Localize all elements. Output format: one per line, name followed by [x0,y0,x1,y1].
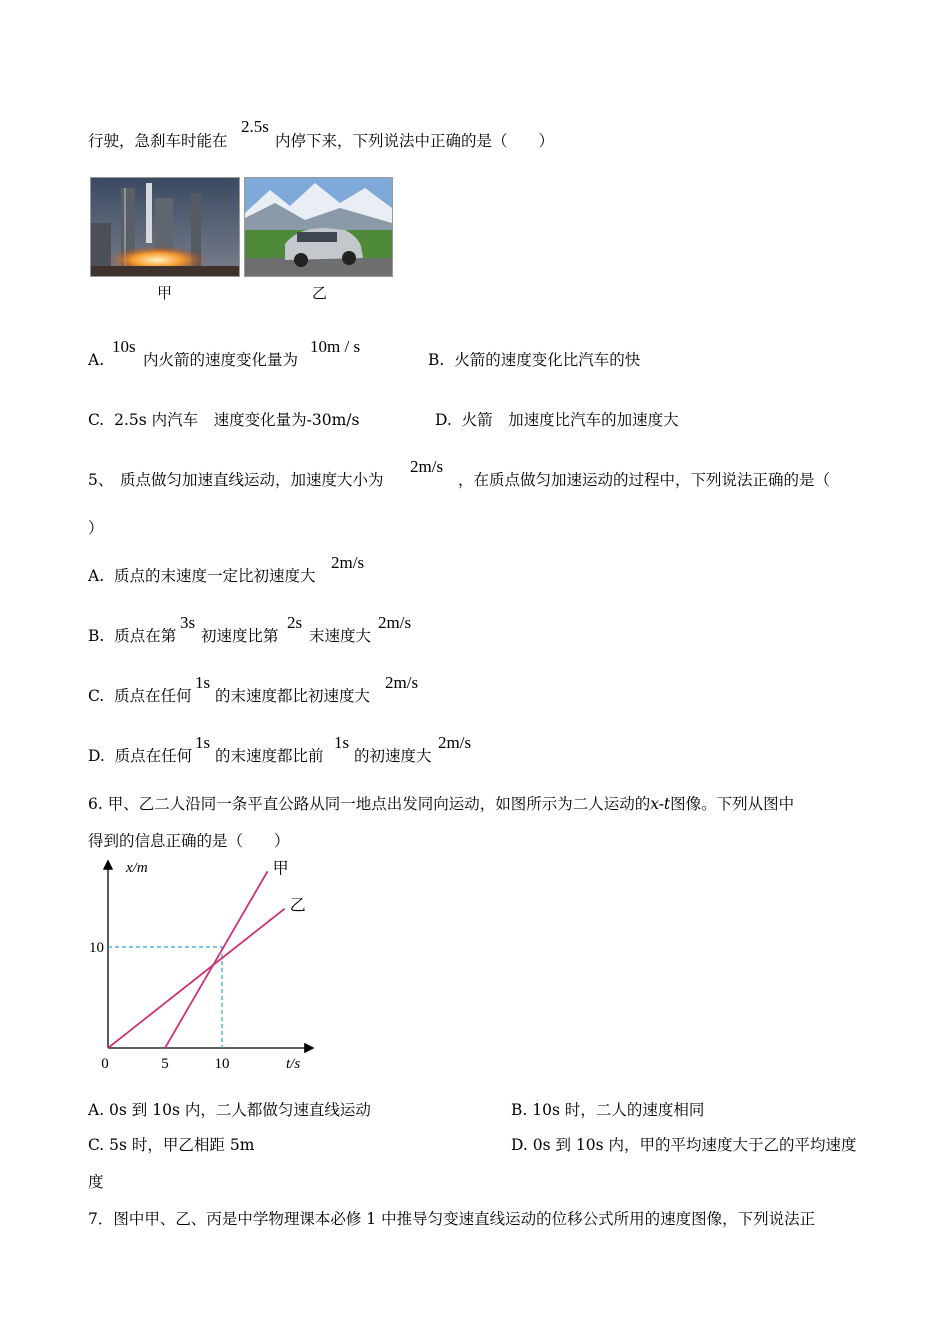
q6-option-c: C. 5s 时，甲乙相距 5m [88,1136,255,1154]
q5-option-c [88,689,192,705]
q4-option-b-text: 火箭的速度变化比汽车的快 [454,351,641,369]
q5-option-c-label: C. [88,687,105,705]
q5-close-paren: ） [88,519,104,537]
q4-option-c [88,413,359,429]
car-image [245,178,392,276]
q5-option-d-text-1: 质点在任何 [114,747,193,765]
q4-stem-text-1: 行驶，急刹车时能在 [88,132,228,150]
q5-acceleration: 2m/s [410,457,444,476]
q4-option-c-text: 2.5s 内汽车 速度变化量为-30m/s [114,411,360,429]
xt-graph [80,852,330,1076]
q5-option-d-text-2: 的末速度都比前 [215,747,324,765]
car-photo [244,177,393,277]
q5-stem-text-1: 质点做匀加速直线运动，加速度大小为 [120,471,384,489]
q5-option-d-raised-2: 1s [334,733,350,752]
series-line-yi [108,909,285,1048]
q5-option-a [88,569,316,585]
caption-jia: 甲 [157,284,173,302]
q5-option-a-label: A. [88,567,105,585]
q5-option-c-raised-1: 1s [195,673,211,692]
q5-option-d-text-3: 的初速度大 [354,747,432,765]
q4-option-a-text: 内火箭的速度变化量为 [143,351,299,369]
q4-option-c-label: C. [88,411,105,429]
q6-option-b: B. 10s 时，二人的速度相同 [511,1101,705,1119]
q4-stem-text-2: 内停下来，下列说法中正确的是（ ） [275,132,555,150]
caption-yi: 乙 [312,284,328,302]
q5-option-c-text-2: 的末速度都比初速度大 [215,687,371,705]
series-label-jia: 甲 [272,860,289,878]
q5-option-b-label: B. [88,627,105,645]
q4-option-d-text: 火箭 加速度比汽车的加速度大 [461,411,679,429]
q5-option-c-text-1: 质点在任何 [114,687,192,705]
q4-time: 2.5s [241,117,269,136]
q6-stem-line-2: 得到的信息正确的是（ ） [88,832,290,850]
q4-option-a-raised-1: 10s [112,337,136,356]
q5-option-b-raised-2: 2s [287,613,303,632]
q4-option-b-label: B. [428,351,445,369]
q6-stem-line-1 [88,797,794,813]
q6-stem-text-2: 图像。下列从图中 [670,795,795,813]
x-tick-label: 5 [161,1056,169,1072]
rocket-image [91,178,239,276]
y-axis-label: x/m [126,860,148,876]
q5-stem-text-2: ，在质点做匀加速运动的过程中，下列说法正确的是（ [458,471,831,489]
y-tick-label: 10 [89,940,104,956]
q6-stem-var: x-t [650,795,671,813]
q5-option-a-text: 质点的末速度一定比初速度大 [113,567,316,585]
q4-option-d-label: D. [435,411,452,429]
q4-stem [88,134,228,150]
rocket-launch-photo [90,177,240,277]
x-tick-label: 10 [214,1056,230,1072]
q5-option-d-raised-1: 1s [195,733,211,752]
q5-option-d-label: D. [88,747,105,765]
q5-option-b-text-1: 质点在第 [114,627,177,645]
q5-option-b [88,629,176,645]
q5-option-c-raised-2: 2m/s [385,673,419,692]
q4-option-a-raised-2: 10m / s [310,337,361,356]
q5-option-b-text-2: 初速度比第 [201,627,279,645]
q5-option-b-raised-3: 2m/s [378,613,412,632]
q6-option-d-continued: 度 [88,1173,104,1191]
q6-stem-text-1: 6. 甲、乙二人沿同一条平直公路从同一地点出发同向运动，如图所示为二人运动的 [88,795,651,813]
q4-option-d [435,413,679,429]
q4-option-a-label: A. [88,351,105,369]
q6-option-d: D. 0s 到 10s 内，甲的平均速度大于乙的平均速度 [511,1136,857,1154]
series-label-yi: 乙 [289,897,306,915]
q4-option-b [428,353,640,369]
x-axis-label: t/s [286,1056,301,1072]
q5-number: 5、 [88,471,114,489]
x-tick-label: 0 [101,1056,109,1072]
q5-option-b-text-3: 末速度大 [309,627,372,645]
q5-option-b-raised-1: 3s [180,613,196,632]
q5-option-d-raised-3: 2m/s [438,733,472,752]
series-line-jia [165,871,268,1048]
q7-stem: 7．图中甲、乙、丙是中学物理课本必修 1 中推导匀变速直线运动的位移公式所用的速度图像，下列说法正 [88,1210,816,1228]
q5-option-a-raised: 2m/s [331,553,365,572]
q6-option-a: A. 0s 到 10s 内，二人都做匀速直线运动 [88,1101,371,1119]
q5-option-d [88,749,192,765]
